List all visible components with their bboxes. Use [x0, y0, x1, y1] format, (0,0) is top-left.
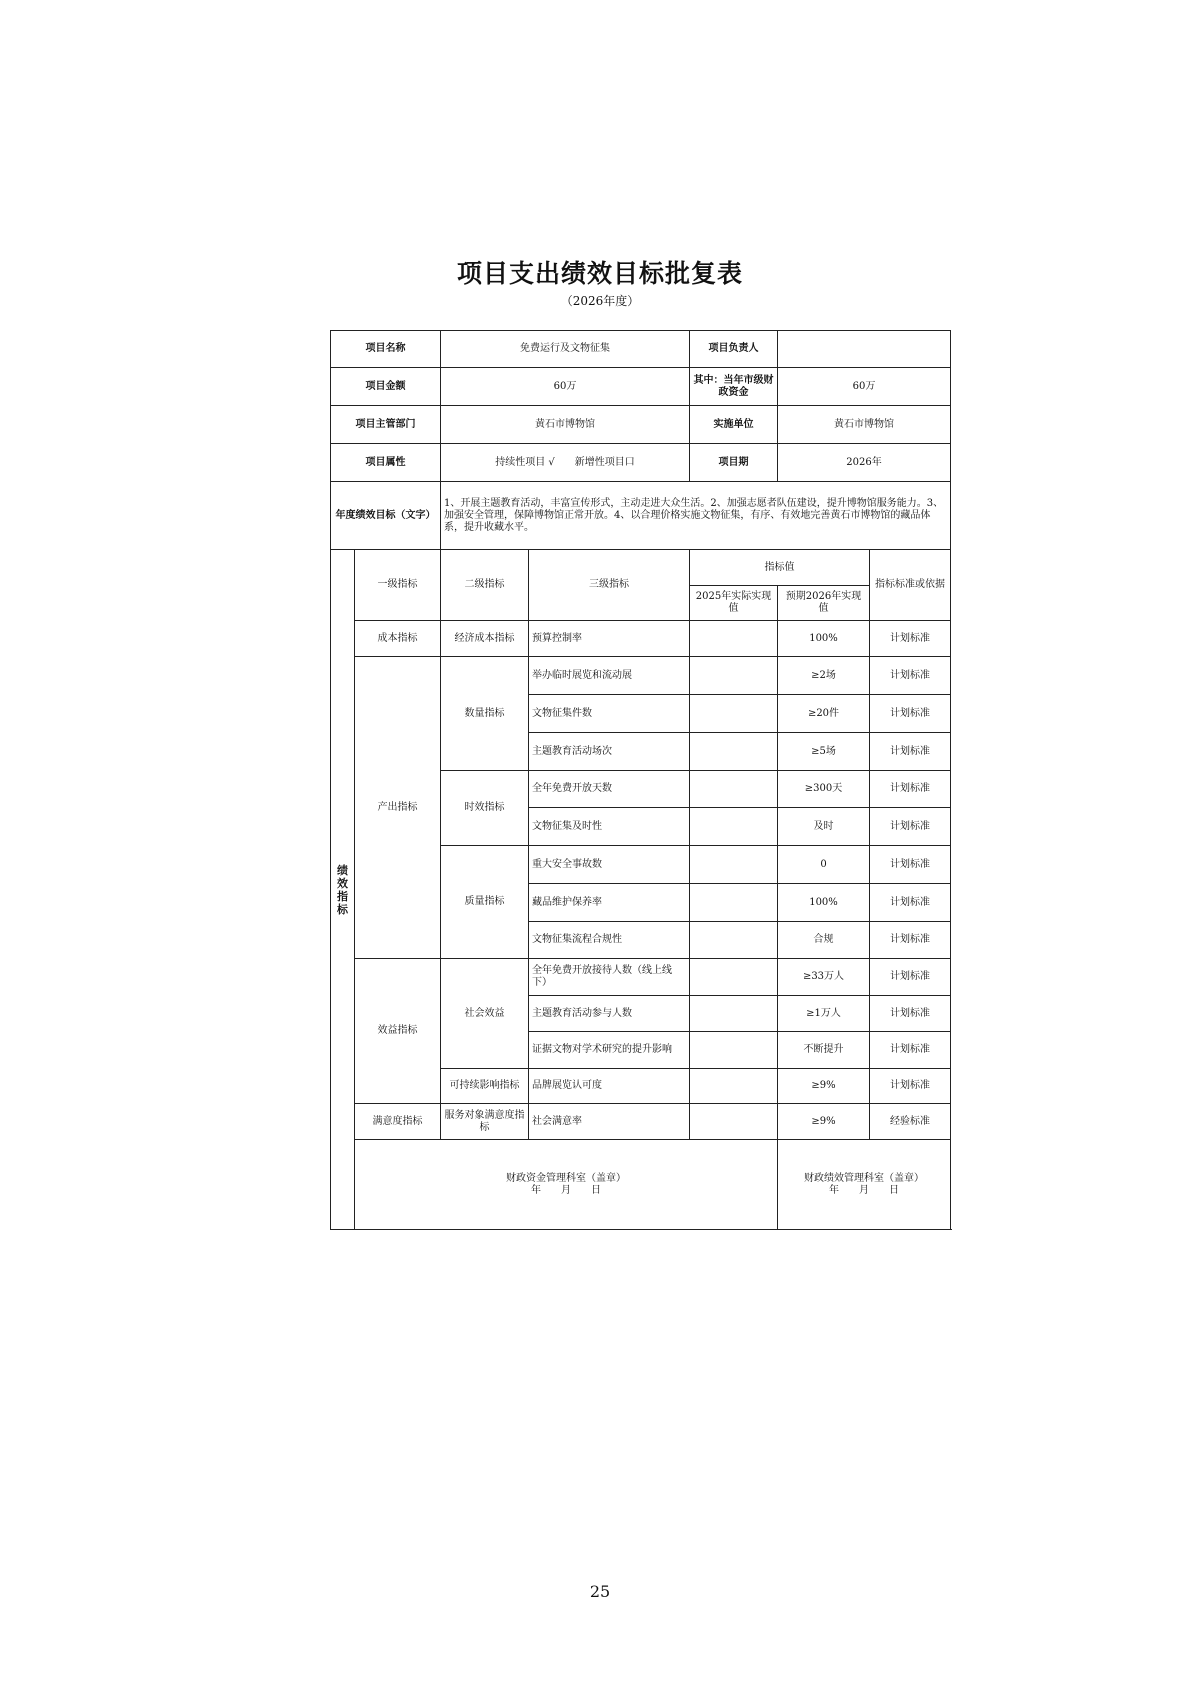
- header-level1: 一级指标: [355, 550, 441, 621]
- attribute-label: 项目属性: [331, 444, 441, 482]
- signature-left: [355, 1140, 778, 1230]
- level3-cell: 举办临时展览和流动展: [529, 657, 690, 695]
- standard-cell: 计划标准: [870, 771, 951, 808]
- level1-satisfaction: 满意度指标: [355, 1104, 441, 1140]
- standard-cell: 计划标准: [870, 1069, 951, 1104]
- level3-cell: 全年免费开放接待人数（线上线下）: [529, 959, 690, 996]
- performance-section-text: [331, 864, 354, 916]
- signature-left-org: 财政资金管理科室（盖章）: [506, 1172, 626, 1184]
- level3-cell: 文物征集流程合规性: [529, 922, 690, 959]
- level3-cell: 社会满意率: [529, 1104, 690, 1140]
- row-project-amount: [331, 368, 951, 406]
- project-amount-label: 项目金额: [331, 368, 441, 406]
- expected-value-cell: ≥9%: [778, 1104, 870, 1140]
- expected-value-cell: 及时: [778, 808, 870, 846]
- department-label: 项目主管部门: [331, 406, 441, 444]
- row-project-name: [331, 331, 951, 368]
- page-number: 25: [589, 1582, 611, 1601]
- expected-value-cell: ≥300天: [778, 771, 870, 808]
- implementer-value: 黄石市博物馆: [778, 406, 951, 444]
- actual-value-cell: [690, 1032, 778, 1069]
- page-title: 项目支出绩效目标批复表: [456, 259, 743, 288]
- fiscal-fund-label: 其中：当年市级财政资金: [690, 368, 778, 406]
- actual-value-cell: [690, 1104, 778, 1140]
- actual-value-cell: [690, 621, 778, 657]
- expected-value-cell: ≥33万人: [778, 959, 870, 996]
- table-row: [331, 1104, 951, 1140]
- standard-cell: 经验标准: [870, 1104, 951, 1140]
- standard-cell: 计划标准: [870, 922, 951, 959]
- level3-cell: 全年免费开放天数: [529, 771, 690, 808]
- actual-value-cell: [690, 771, 778, 808]
- level1-cost: 成本指标: [355, 621, 441, 657]
- period-value: 2026年: [778, 444, 951, 482]
- indicator-header-row: [331, 550, 951, 586]
- header-level3: 三级指标: [529, 550, 690, 621]
- actual-value-cell: [690, 695, 778, 733]
- standard-cell: 计划标准: [870, 1032, 951, 1069]
- expected-value-cell: ≥1万人: [778, 996, 870, 1032]
- row-annual-goal: [331, 482, 951, 550]
- row-attribute: [331, 444, 951, 482]
- department-value: 黄石市博物馆: [441, 406, 690, 444]
- signature-right-org: 财政绩效管理科室（盖章）: [804, 1172, 924, 1184]
- actual-value-cell: [690, 1069, 778, 1104]
- project-name-label: 项目名称: [331, 331, 441, 368]
- level3-cell: 藏品维护保养率: [529, 884, 690, 922]
- header-level2: 二级指标: [441, 550, 529, 621]
- actual-value-cell: [690, 884, 778, 922]
- project-name-value: 免费运行及文物征集: [441, 331, 690, 368]
- row-department: [331, 406, 951, 444]
- level2-sustainability: 可持续影响指标: [441, 1069, 529, 1104]
- project-leader-value: [778, 331, 951, 368]
- fiscal-fund-value: 60万: [778, 368, 951, 406]
- standard-cell: 计划标准: [870, 733, 951, 771]
- signature-right-date: 年 月 日: [829, 1184, 899, 1196]
- level3-cell: 证据文物对学术研究的提升影响: [529, 1032, 690, 1069]
- level3-cell: 文物征集件数: [529, 695, 690, 733]
- annual-goal-label: 年度绩效目标（文字）: [331, 482, 441, 550]
- performance-section-label: [331, 550, 355, 1230]
- expected-value-cell: ≥5场: [778, 733, 870, 771]
- header-expected-2026: 预期2026年实现值: [778, 586, 870, 621]
- header-standard: 指标标准或依据: [870, 550, 951, 621]
- standard-cell: 计划标准: [870, 657, 951, 695]
- attribute-value: 持续性项目 √ 新增性项目口: [441, 444, 690, 482]
- implementer-label: 实施单位: [690, 406, 778, 444]
- standard-cell: 计划标准: [870, 996, 951, 1032]
- level3-cell: 主题教育活动参与人数: [529, 996, 690, 1032]
- actual-value-cell: [690, 657, 778, 695]
- table-row: [331, 959, 951, 996]
- level2-time: 时效指标: [441, 771, 529, 846]
- level2-social: 社会效益: [441, 959, 529, 1069]
- actual-value-cell: [690, 959, 778, 996]
- actual-value-cell: [690, 846, 778, 884]
- expected-value-cell: ≥2场: [778, 657, 870, 695]
- header-value-group: 指标值: [690, 550, 870, 586]
- section-label-char: 绩: [337, 863, 348, 877]
- level2-service-satisfaction: 服务对象满意度指标: [441, 1104, 529, 1140]
- section-label-char: 标: [337, 902, 348, 916]
- signature-right: [778, 1140, 951, 1230]
- period-label: 项目期: [690, 444, 778, 482]
- actual-value-cell: [690, 922, 778, 959]
- standard-cell: 计划标准: [870, 808, 951, 846]
- standard-cell: 计划标准: [870, 959, 951, 996]
- level3-cell: 重大安全事故数: [529, 846, 690, 884]
- standard-cell: 计划标准: [870, 621, 951, 657]
- level2-economic-cost: 经济成本指标: [441, 621, 529, 657]
- section-label-char: 指: [337, 889, 348, 903]
- expected-value-cell: 0: [778, 846, 870, 884]
- expected-value-cell: ≥9%: [778, 1069, 870, 1104]
- performance-table: [330, 330, 951, 1230]
- table-row: [331, 657, 951, 695]
- level1-output: 产出指标: [355, 657, 441, 959]
- level2-quantity: 数量指标: [441, 657, 529, 771]
- header-actual-2025: 2025年实际实现值: [690, 586, 778, 621]
- signature-left-date: 年 月 日: [531, 1184, 601, 1196]
- page-subtitle: （2026年度）: [560, 294, 640, 308]
- expected-value-cell: ≥20件: [778, 695, 870, 733]
- expected-value-cell: 不断提升: [778, 1032, 870, 1069]
- level2-quality: 质量指标: [441, 846, 529, 959]
- actual-value-cell: [690, 996, 778, 1032]
- table-row: [331, 621, 951, 657]
- signature-row: [331, 1140, 951, 1230]
- expected-value-cell: 100%: [778, 621, 870, 657]
- standard-cell: 计划标准: [870, 884, 951, 922]
- expected-value-cell: 100%: [778, 884, 870, 922]
- expected-value-cell: 合规: [778, 922, 870, 959]
- standard-cell: 计划标准: [870, 846, 951, 884]
- annual-goal-text: 1、开展主题教育活动，丰富宣传形式，主动走进大众生活。2、加强志愿者队伍建设，提升博物馆服务能力。3、加强安全管理，保障博物馆正常开放。4、以合理价格实施文物征集，有序、有效地完善黄石市博物馆的藏品体系，提升收藏水平。: [441, 482, 951, 550]
- section-label-char: 效: [337, 876, 348, 890]
- level3-cell: 主题教育活动场次: [529, 733, 690, 771]
- level3-cell: 品牌展览认可度: [529, 1069, 690, 1104]
- standard-cell: 计划标准: [870, 695, 951, 733]
- project-leader-label: 项目负责人: [690, 331, 778, 368]
- actual-value-cell: [690, 733, 778, 771]
- actual-value-cell: [690, 808, 778, 846]
- level3-budget-control: 预算控制率: [529, 621, 690, 657]
- project-amount-value: 60万: [441, 368, 690, 406]
- level1-benefit: 效益指标: [355, 959, 441, 1104]
- level3-cell: 文物征集及时性: [529, 808, 690, 846]
